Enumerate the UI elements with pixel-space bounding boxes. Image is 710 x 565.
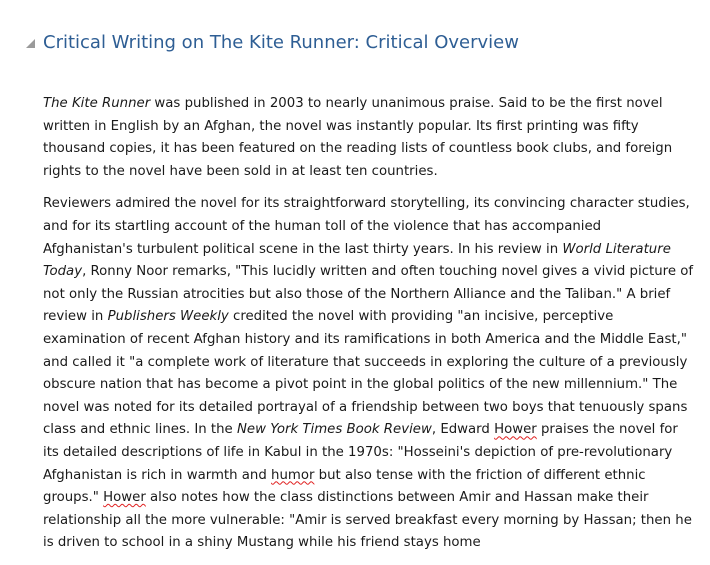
paragraph-1[interactable] <box>43 93 695 183</box>
document-body <box>43 93 695 565</box>
section-heading-row <box>0 30 710 58</box>
spelling-error-word[interactable]: Hower <box>494 422 537 438</box>
spelling-error-word[interactable]: Hower <box>103 490 146 506</box>
publication-title-italic: Publishers Weekly <box>107 309 229 325</box>
text-run: , Edward <box>431 422 495 438</box>
text-run: credited the novel with providing "an incisive, perceptive examination of recent Afghan history and its ramifications in both America and the Middle East," and called it "a complete work of literature that succeeds in exploring the culture of a previously obscure nation that has become a pivot point in the global politics of the new millennium." The novel was noted for its detailed portrayal of a friendship between two boys that tenuously spans class and ethnic lines. In the <box>43 309 688 438</box>
text-run: but also tense with the friction of different ethnic groups." <box>43 467 646 506</box>
paragraph-1-text: was published in 2003 to nearly unanimous praise. Said to be the first novel written in English by an Afghan, the novel was instantly popular. Its first printing was fifty thousand copies, it has been featured on the reading lists of countless book clubs, and foreign rights to the novel have been sold in at least ten countries. <box>43 96 673 179</box>
publication-title-italic: World Literature Today <box>43 241 671 280</box>
text-run: praises the novel for its detailed descriptions of life in Kabul in the 1970s: "Hosseini's depiction of pre-revolutionary Afghanistan is rich in warmth and <box>43 422 678 483</box>
publication-title-italic: New York Times Book Review <box>236 422 432 438</box>
book-title-italic: The Kite Runner <box>43 96 151 111</box>
collapse-triangle-icon[interactable] <box>25 38 36 49</box>
text-run: Reviewers admired the novel for its straightforward storytelling, its convincing character studies, and for its startling account of the human toll of the violence that has accompanied Afghanistan's turbulent political scene in the last thirty years. In his review in <box>43 196 690 257</box>
text-run: also notes how the class distinctions between Amir and Hassan make their relationship all the more vulnerable: "Amir is served breakfast every morning by Hassan; then he is driven to school in a shiny Mustang while his friend stays home <box>43 490 692 551</box>
section-heading[interactable]: Critical Writing on The Kite Runner: Critical Overview <box>43 32 519 53</box>
text-run: , Ronny Noor remarks, "This lucidly written and often touching novel gives a vivid picture of not only the Russian atrocities but also those of the Northern Alliance and the Taliban." A brief review in <box>43 264 694 325</box>
paragraph-2[interactable] <box>43 193 695 555</box>
spelling-error-word[interactable]: humor <box>271 467 315 483</box>
